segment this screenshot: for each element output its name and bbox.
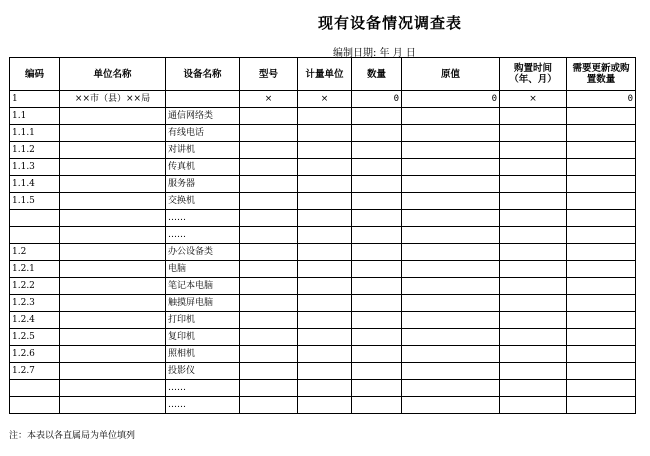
table-row	[10, 142, 636, 159]
model-cell	[240, 329, 298, 346]
unit-name-cell	[60, 159, 166, 176]
code-cell: 1.1.1	[10, 125, 60, 142]
unit-of-measure-cell	[298, 278, 352, 295]
model-cell	[240, 346, 298, 363]
table-row	[10, 176, 636, 193]
equipment-name-cell: 有线电话	[166, 125, 240, 142]
purchase-time-cell	[500, 193, 567, 210]
unit-of-measure-cell	[298, 176, 352, 193]
quantity-cell	[352, 193, 402, 210]
quantity-cell	[352, 346, 402, 363]
purchase-time-cell	[500, 176, 567, 193]
purchase-time-cell	[500, 295, 567, 312]
unit-of-measure-cell	[298, 159, 352, 176]
update-quantity-cell	[567, 363, 636, 380]
equipment-name-cell: 传真机	[166, 159, 240, 176]
table-row	[10, 159, 636, 176]
original-value-cell	[402, 193, 500, 210]
unit-name-cell	[60, 346, 166, 363]
footnote: 注：本表以各直属局为单位填列	[9, 431, 136, 441]
purchase-time-cell	[500, 278, 567, 295]
equipment-name-cell	[166, 91, 240, 108]
original-value-cell	[402, 227, 500, 244]
unit-of-measure-cell	[298, 346, 352, 363]
update-quantity-cell	[567, 278, 636, 295]
purchase-time-cell	[500, 227, 567, 244]
unit-of-measure-cell	[298, 380, 352, 397]
update-quantity-cell	[567, 176, 636, 193]
table-row	[10, 295, 636, 312]
unit-of-measure-cell	[298, 397, 352, 414]
model-cell	[240, 278, 298, 295]
purchase-time-cell	[500, 244, 567, 261]
code-cell: 1.2.5	[10, 329, 60, 346]
original-value-cell	[402, 108, 500, 125]
table-row	[10, 193, 636, 210]
quantity-cell	[352, 295, 402, 312]
table-row	[10, 329, 636, 346]
update-quantity-cell	[567, 346, 636, 363]
unit-of-measure-cell	[298, 227, 352, 244]
update-quantity-cell	[567, 295, 636, 312]
unit-of-measure-cell	[298, 295, 352, 312]
table-row	[10, 125, 636, 142]
column-header: 需要更新或购置数量	[567, 58, 636, 91]
model-cell	[240, 176, 298, 193]
unit-name-cell	[60, 329, 166, 346]
unit-of-measure-cell	[298, 108, 352, 125]
model-cell	[240, 108, 298, 125]
quantity-cell	[352, 159, 402, 176]
original-value-cell	[402, 210, 500, 227]
table-row	[10, 312, 636, 329]
code-cell: 1.2.1	[10, 261, 60, 278]
table-row	[10, 227, 636, 244]
model-cell	[240, 397, 298, 414]
update-quantity-cell	[567, 159, 636, 176]
quantity-cell	[352, 176, 402, 193]
model-cell: ×	[240, 91, 298, 108]
code-cell: 1.2.7	[10, 363, 60, 380]
purchase-time-cell	[500, 108, 567, 125]
column-header: 编码	[10, 58, 60, 91]
model-cell	[240, 193, 298, 210]
equipment-name-cell: ……	[166, 397, 240, 414]
table-row	[10, 380, 636, 397]
model-cell	[240, 142, 298, 159]
purchase-time-cell	[500, 142, 567, 159]
update-quantity-cell	[567, 329, 636, 346]
original-value-cell	[402, 312, 500, 329]
equipment-name-cell: 办公设备类	[166, 244, 240, 261]
unit-name-cell	[60, 176, 166, 193]
quantity-cell	[352, 108, 402, 125]
equipment-name-cell: 交换机	[166, 193, 240, 210]
update-quantity-cell	[567, 397, 636, 414]
equipment-name-cell: 对讲机	[166, 142, 240, 159]
unit-name-cell	[60, 261, 166, 278]
purchase-time-cell	[500, 397, 567, 414]
original-value-cell	[402, 125, 500, 142]
equipment-name-cell: 照相机	[166, 346, 240, 363]
equipment-survey-table	[9, 57, 636, 414]
original-value-cell: 0	[402, 91, 500, 108]
quantity-cell	[352, 210, 402, 227]
code-cell: 1.1	[10, 108, 60, 125]
equipment-name-cell: 电脑	[166, 261, 240, 278]
purchase-time-cell	[500, 125, 567, 142]
unit-of-measure-cell	[298, 210, 352, 227]
purchase-time-cell	[500, 346, 567, 363]
original-value-cell	[402, 397, 500, 414]
code-cell: 1.1.4	[10, 176, 60, 193]
code-cell: 1.2	[10, 244, 60, 261]
unit-name-cell	[60, 278, 166, 295]
equipment-name-cell: 通信网络类	[166, 108, 240, 125]
table-header-row	[10, 58, 636, 91]
unit-of-measure-cell	[298, 261, 352, 278]
quantity-cell	[352, 261, 402, 278]
code-cell: 1.2.4	[10, 312, 60, 329]
code-cell: 1	[10, 91, 60, 108]
model-cell	[240, 261, 298, 278]
original-value-cell	[402, 142, 500, 159]
unit-of-measure-cell	[298, 363, 352, 380]
unit-name-cell	[60, 108, 166, 125]
code-cell	[10, 397, 60, 414]
quantity-cell: 0	[352, 91, 402, 108]
column-header: 数量	[352, 58, 402, 91]
equipment-name-cell: 服务器	[166, 176, 240, 193]
table-body	[10, 91, 636, 414]
unit-of-measure-cell	[298, 193, 352, 210]
purchase-time-cell	[500, 261, 567, 278]
unit-name-cell	[60, 193, 166, 210]
model-cell	[240, 125, 298, 142]
page-title: 现有设备情况调查表	[317, 14, 462, 32]
quantity-cell	[352, 142, 402, 159]
unit-name-cell	[60, 210, 166, 227]
update-quantity-cell	[567, 210, 636, 227]
unit-name-cell	[60, 244, 166, 261]
table-row	[10, 91, 636, 108]
equipment-name-cell: 投影仪	[166, 363, 240, 380]
unit-name-cell	[60, 142, 166, 159]
original-value-cell	[402, 261, 500, 278]
update-quantity-cell	[567, 193, 636, 210]
update-quantity-cell: 0	[567, 91, 636, 108]
original-value-cell	[402, 346, 500, 363]
original-value-cell	[402, 159, 500, 176]
update-quantity-cell	[567, 244, 636, 261]
code-cell: 1.1.3	[10, 159, 60, 176]
unit-name-cell	[60, 125, 166, 142]
model-cell	[240, 295, 298, 312]
code-cell: 1.2.2	[10, 278, 60, 295]
code-cell: 1.1.5	[10, 193, 60, 210]
purchase-time-cell	[500, 210, 567, 227]
unit-name-cell	[60, 363, 166, 380]
original-value-cell	[402, 176, 500, 193]
code-cell: 1.2.6	[10, 346, 60, 363]
column-header: 原值	[402, 58, 500, 91]
table-row	[10, 244, 636, 261]
update-quantity-cell	[567, 142, 636, 159]
code-cell: 1.1.2	[10, 142, 60, 159]
code-cell	[10, 210, 60, 227]
table-row	[10, 397, 636, 414]
purchase-time-cell: ×	[500, 91, 567, 108]
quantity-cell	[352, 329, 402, 346]
table-row	[10, 108, 636, 125]
column-header: 计量单位	[298, 58, 352, 91]
equipment-name-cell: 触摸屏电脑	[166, 295, 240, 312]
update-quantity-cell	[567, 312, 636, 329]
unit-name-cell	[60, 227, 166, 244]
quantity-cell	[352, 227, 402, 244]
original-value-cell	[402, 380, 500, 397]
original-value-cell	[402, 295, 500, 312]
table-row	[10, 261, 636, 278]
code-cell	[10, 227, 60, 244]
purchase-time-cell	[500, 380, 567, 397]
unit-of-measure-cell	[298, 312, 352, 329]
model-cell	[240, 227, 298, 244]
code-cell: 1.2.3	[10, 295, 60, 312]
unit-name-cell	[60, 397, 166, 414]
unit-of-measure-cell	[298, 329, 352, 346]
update-quantity-cell	[567, 108, 636, 125]
quantity-cell	[352, 125, 402, 142]
purchase-time-cell	[500, 363, 567, 380]
equipment-name-cell: 复印机	[166, 329, 240, 346]
table-row	[10, 346, 636, 363]
quantity-cell	[352, 278, 402, 295]
update-quantity-cell	[567, 125, 636, 142]
purchase-time-cell	[500, 329, 567, 346]
equipment-name-cell: ……	[166, 210, 240, 227]
original-value-cell	[402, 244, 500, 261]
update-quantity-cell	[567, 261, 636, 278]
unit-name-cell: ××市（县）××局	[60, 91, 166, 108]
unit-name-cell	[60, 312, 166, 329]
unit-of-measure-cell: ×	[298, 91, 352, 108]
model-cell	[240, 210, 298, 227]
quantity-cell	[352, 363, 402, 380]
unit-of-measure-cell	[298, 125, 352, 142]
quantity-cell	[352, 380, 402, 397]
equipment-name-cell: 打印机	[166, 312, 240, 329]
column-header: 单位名称	[60, 58, 166, 91]
purchase-time-cell	[500, 312, 567, 329]
update-quantity-cell	[567, 380, 636, 397]
equipment-name-cell: ……	[166, 227, 240, 244]
quantity-cell	[352, 312, 402, 329]
unit-of-measure-cell	[298, 142, 352, 159]
original-value-cell	[402, 363, 500, 380]
original-value-cell	[402, 278, 500, 295]
equipment-name-cell: 笔记本电脑	[166, 278, 240, 295]
code-cell	[10, 380, 60, 397]
model-cell	[240, 244, 298, 261]
quantity-cell	[352, 397, 402, 414]
unit-name-cell	[60, 380, 166, 397]
table-row	[10, 210, 636, 227]
model-cell	[240, 159, 298, 176]
column-header: 设备名称	[166, 58, 240, 91]
column-header: 型号	[240, 58, 298, 91]
update-quantity-cell	[567, 227, 636, 244]
model-cell	[240, 312, 298, 329]
purchase-time-cell	[500, 159, 567, 176]
original-value-cell	[402, 329, 500, 346]
date-label: 编制日期: 年 月 日	[333, 48, 416, 59]
table-row	[10, 363, 636, 380]
equipment-name-cell: ……	[166, 380, 240, 397]
unit-name-cell	[60, 295, 166, 312]
model-cell	[240, 363, 298, 380]
column-header: 购置时间（年、月）	[500, 58, 567, 91]
quantity-cell	[352, 244, 402, 261]
unit-of-measure-cell	[298, 244, 352, 261]
model-cell	[240, 380, 298, 397]
table-row	[10, 278, 636, 295]
